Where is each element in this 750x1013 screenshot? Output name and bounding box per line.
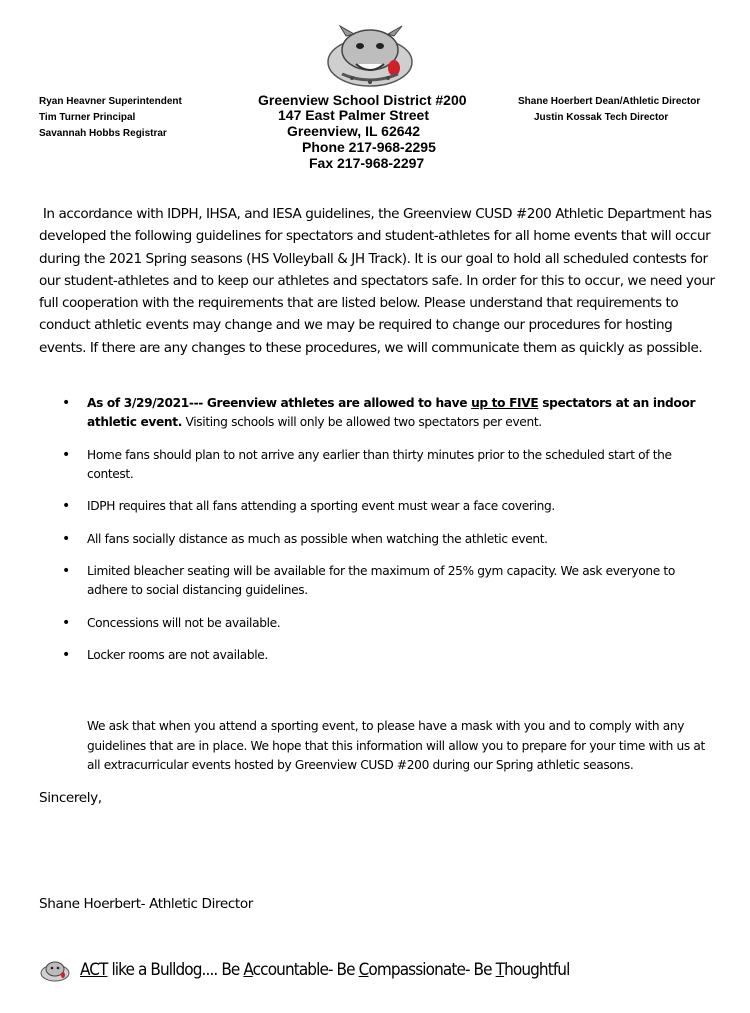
tech-director-line: Justin Kossak Tech Director [534,112,669,123]
motto-text: houghtful [504,960,570,980]
motto-text: like a Bulldog.... Be [107,960,244,980]
bullet-icon: • [62,563,70,579]
sign-off: Sincerely, [39,790,102,806]
bullet-text: Visiting schools will only be allowed two spectators per event. [182,415,542,429]
city-line: Greenview, IL 62642 [287,123,421,139]
closing-paragraph: We ask that when you attend a sporting event, to please have a mask with you and to comply with any guidelines that are in place. We hope that this information will allow you to prepare for your time with us at all extracurricular events hosted by Greenview CUSD #200 during our Spring athletic seasons. [87,719,705,772]
guidelines-list [62,394,715,679]
bullet-icon: • [62,395,70,411]
motto-act: ACT [80,960,108,980]
bullet-icon: • [62,498,70,514]
bullet-text: IDPH requires that all fans attending a sporting event must wear a face covering. [87,499,555,513]
list-item [62,530,715,549]
motto-text: ccountable- Be [252,960,359,980]
bullet-text: Limited bleacher seating will be available for the maximum of 25% gym capacity. We ask everyone to adhere to social distancing guidelines. [87,564,675,597]
bullet-underlined-text: up to FIVE [471,396,539,410]
bullet-icon: • [62,530,70,547]
address-line: 147 East Palmer Street [278,107,429,123]
list-item [62,446,715,484]
list-item [62,562,715,600]
bulldog-mascot-icon [322,22,418,88]
motto-letter-c: C [358,960,369,980]
registrar-line: Savannah Hobbs Registrar [39,128,167,139]
motto-text: ompassionate- Be [368,960,496,980]
intro-paragraph: In accordance with IDPH, IHSA, and IESA guidelines, the Greenview CUSD #200 Athletic Department has developed the following guidelines for spectators and student-athletes for all home events that will occur during the 2021 Spring seasons (HS Volleyball & JH Track). It is our goal to hold all scheduled contests for our student-athletes and to keep our athletes and spectators safe. In order for this to occur, we need your full cooperation with the requirements that are listed below. Please understand that requirements to conduct athletic events may change and we may be required to change our procedures for hosting events. If there are any changes to these procedures, we will communicate them as quickly as possible. [39,206,719,356]
list-item [62,614,715,633]
phone-line: Phone 217-968-2295 [302,139,436,155]
district-line: Greenview School District #200 [258,92,467,108]
superintendent-line: Ryan Heavner Superintendent [39,96,182,107]
staff-left-block [39,95,182,140]
list-item [62,646,715,665]
bullet-icon: • [62,446,70,463]
motto-letter-t: T [495,960,505,980]
principal-line: Tim Turner Principal [39,112,136,123]
motto-letter-a: A [243,960,253,980]
list-item [62,497,715,516]
bulldog-footer-icon [39,960,71,982]
list-item [62,394,715,432]
athletic-director-line: Shane Hoerbert Dean/Athletic Director [518,96,701,107]
bullet-text: Locker rooms are not available. [87,648,268,662]
bullet-icon: • [62,614,70,631]
fax-line: Fax 217-968-2297 [309,155,425,171]
signature: Shane Hoerbert- Athletic Director [39,896,253,912]
bullet-text: All fans socially distance as much as possible when watching the athletic event. [87,531,548,546]
bullet-bold-text-end: spectators at an indoor athletic event. [87,396,696,429]
motto-line [80,960,569,980]
bullet-icon: • [62,647,70,663]
bullet-bold-text: As of 3/29/2021--- Greenview athletes are allowed to have [87,396,472,410]
bullet-text: Home fans should plan to not arrive any earlier than thirty minutes prior to the scheduled start of the contest. [87,447,672,481]
bullet-text: Concessions will not be available. [87,615,281,630]
